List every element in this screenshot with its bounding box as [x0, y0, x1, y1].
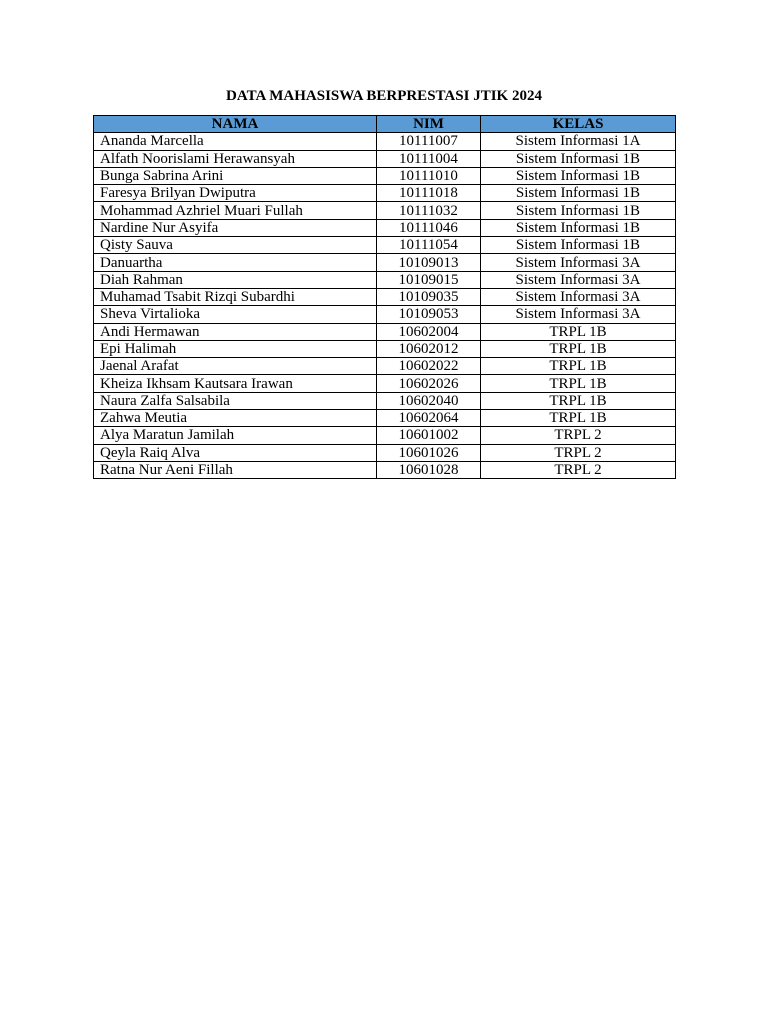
- cell-nama: Kheiza Ikhsam Kautsara Irawan: [94, 375, 377, 392]
- cell-nim: 10111004: [377, 150, 481, 167]
- cell-nama: Ananda Marcella: [94, 133, 377, 150]
- table-row: [94, 254, 676, 271]
- cell-nim: 10111007: [377, 133, 481, 150]
- cell-nim: 10602012: [377, 340, 481, 357]
- cell-nama: Nardine Nur Asyifa: [94, 219, 377, 236]
- cell-nim: 10602064: [377, 410, 481, 427]
- cell-kelas: Sistem Informasi 1B: [481, 185, 676, 202]
- cell-nim: 10601002: [377, 427, 481, 444]
- cell-nama: Danuartha: [94, 254, 377, 271]
- cell-nama: Mohammad Azhriel Muari Fullah: [94, 202, 377, 219]
- table-row: [94, 306, 676, 323]
- cell-nim: 10602026: [377, 375, 481, 392]
- cell-kelas: Sistem Informasi 1B: [481, 150, 676, 167]
- cell-nama: Qisty Sauva: [94, 237, 377, 254]
- cell-kelas: TRPL 1B: [481, 410, 676, 427]
- cell-kelas: TRPL 1B: [481, 340, 676, 357]
- cell-nim: 10601026: [377, 444, 481, 461]
- cell-nim: 10109013: [377, 254, 481, 271]
- cell-kelas: Sistem Informasi 3A: [481, 271, 676, 288]
- table-row: [94, 167, 676, 184]
- cell-nama: Sheva Virtalioka: [94, 306, 377, 323]
- cell-kelas: TRPL 2: [481, 461, 676, 478]
- table-row: [94, 375, 676, 392]
- cell-nama: Andi Hermawan: [94, 323, 377, 340]
- cell-nama: Ratna Nur Aeni Fillah: [94, 461, 377, 478]
- cell-kelas: TRPL 1B: [481, 323, 676, 340]
- cell-nim: 10111032: [377, 202, 481, 219]
- cell-nim: 10109035: [377, 288, 481, 305]
- table-row: [94, 288, 676, 305]
- table-row: [94, 358, 676, 375]
- table-row: [94, 340, 676, 357]
- cell-nama: Naura Zalfa Salsabila: [94, 392, 377, 409]
- cell-nama: Epi Halimah: [94, 340, 377, 357]
- cell-nim: 10111010: [377, 167, 481, 184]
- header-row: [94, 116, 676, 133]
- column-header-nama: NAMA: [94, 116, 377, 133]
- cell-kelas: TRPL 1B: [481, 358, 676, 375]
- cell-kelas: TRPL 2: [481, 444, 676, 461]
- cell-nim: 10111018: [377, 185, 481, 202]
- table-row: [94, 271, 676, 288]
- cell-nama: Qeyla Raiq Alva: [94, 444, 377, 461]
- cell-kelas: TRPL 1B: [481, 392, 676, 409]
- cell-kelas: Sistem Informasi 3A: [481, 306, 676, 323]
- table-row: [94, 410, 676, 427]
- cell-nama: Diah Rahman: [94, 271, 377, 288]
- cell-kelas: Sistem Informasi 1A: [481, 133, 676, 150]
- cell-nama: Alya Maratun Jamilah: [94, 427, 377, 444]
- cell-nama: Muhamad Tsabit Rizqi Subardhi: [94, 288, 377, 305]
- column-header-kelas: KELAS: [481, 116, 676, 133]
- cell-kelas: TRPL 1B: [481, 375, 676, 392]
- cell-kelas: Sistem Informasi 1B: [481, 167, 676, 184]
- cell-nim: 10601028: [377, 461, 481, 478]
- table-row: [94, 461, 676, 478]
- table-row: [94, 444, 676, 461]
- cell-nim: 10111046: [377, 219, 481, 236]
- cell-nama: Jaenal Arafat: [94, 358, 377, 375]
- cell-nim: 10602022: [377, 358, 481, 375]
- cell-nama: Alfath Noorislami Herawansyah: [94, 150, 377, 167]
- cell-kelas: Sistem Informasi 1B: [481, 219, 676, 236]
- table-row: [94, 323, 676, 340]
- cell-nim: 10109053: [377, 306, 481, 323]
- table-row: [94, 150, 676, 167]
- table-row: [94, 427, 676, 444]
- table-row: [94, 202, 676, 219]
- cell-nim: 10109015: [377, 271, 481, 288]
- cell-kelas: Sistem Informasi 3A: [481, 254, 676, 271]
- table-row: [94, 392, 676, 409]
- cell-nim: 10602004: [377, 323, 481, 340]
- cell-kelas: Sistem Informasi 3A: [481, 288, 676, 305]
- cell-nim: 10111054: [377, 237, 481, 254]
- table-row: [94, 185, 676, 202]
- cell-kelas: Sistem Informasi 1B: [481, 237, 676, 254]
- cell-nama: Bunga Sabrina Arini: [94, 167, 377, 184]
- table-body: [94, 133, 676, 479]
- table-row: [94, 219, 676, 236]
- column-header-nim: NIM: [377, 116, 481, 133]
- table-row: [94, 237, 676, 254]
- cell-kelas: TRPL 2: [481, 427, 676, 444]
- cell-nama: Zahwa Meutia: [94, 410, 377, 427]
- cell-nama: Faresya Brilyan Dwiputra: [94, 185, 377, 202]
- student-table: [93, 115, 676, 479]
- cell-kelas: Sistem Informasi 1B: [481, 202, 676, 219]
- table-header: [94, 116, 676, 133]
- table-row: [94, 133, 676, 150]
- page-title: DATA MAHASISWA BERPRESTASI JTIK 2024: [226, 88, 542, 104]
- cell-nim: 10602040: [377, 392, 481, 409]
